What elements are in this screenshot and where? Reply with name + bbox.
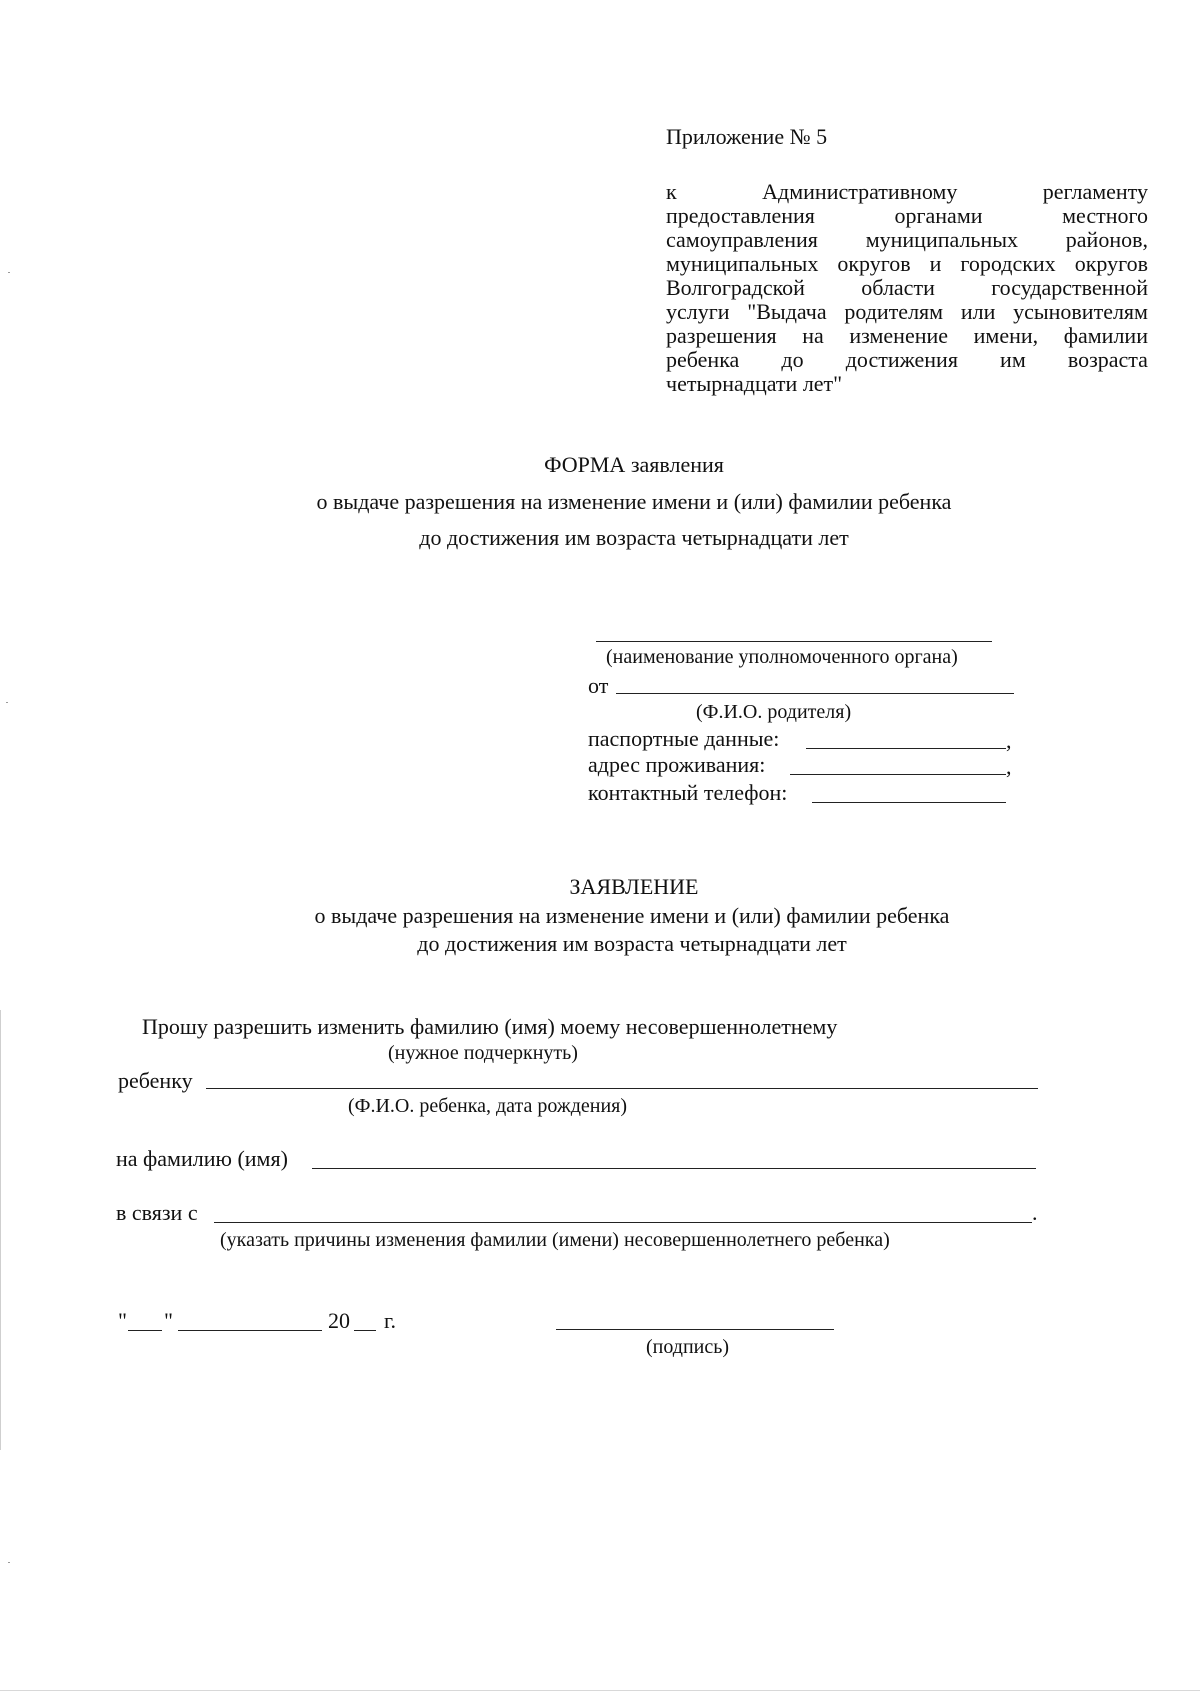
scan-left-edge bbox=[0, 1010, 1, 1450]
appendix-line bbox=[666, 324, 1148, 348]
child-field[interactable] bbox=[206, 1088, 1038, 1089]
appendix-line bbox=[666, 348, 1148, 372]
date-year-suffix: г. bbox=[384, 1308, 397, 1333]
appendix-word: возраста bbox=[1067, 347, 1148, 372]
appendix-line bbox=[666, 300, 1148, 324]
passport-comma: , bbox=[1006, 728, 1012, 753]
appendix-word: имени, bbox=[973, 323, 1039, 348]
reason-label: в связи с bbox=[116, 1200, 198, 1225]
child-hint: (Ф.И.О. ребенка, дата рождения) bbox=[348, 1095, 628, 1117]
date-year-field[interactable] bbox=[354, 1330, 376, 1331]
scan-speck bbox=[8, 1562, 10, 1563]
appendix-word: муниципальных bbox=[865, 227, 1019, 252]
appendix-word: достижения bbox=[845, 347, 958, 372]
form-heading-subtitle: о выдаче разрешения на изменение имени и (или) фамилии ребенка bbox=[316, 489, 952, 514]
appendix-word: регламенту bbox=[1042, 179, 1148, 204]
address-label: адрес проживания: bbox=[588, 752, 766, 777]
new-name-field[interactable] bbox=[312, 1168, 1036, 1169]
appendix-word: разрешения bbox=[666, 323, 777, 348]
appendix-line bbox=[666, 180, 1148, 204]
appendix-title: Приложение № 5 bbox=[666, 124, 828, 149]
signature-field[interactable] bbox=[556, 1329, 834, 1330]
appendix-word: предоставления bbox=[666, 203, 815, 228]
appendix-word: родителям bbox=[844, 299, 944, 324]
appendix-word: городских bbox=[960, 251, 1056, 276]
appendix-word: области bbox=[861, 275, 935, 300]
passport-field[interactable] bbox=[806, 748, 1006, 749]
form-heading-subtitle-2: до достижения им возраста четырнадцати лет bbox=[419, 525, 849, 550]
statement-subtitle-2: до достижения им возраста четырнадцати лет bbox=[417, 931, 847, 956]
new-name-label: на фамилию (имя) bbox=[116, 1146, 288, 1171]
appendix-word: органами bbox=[894, 203, 983, 228]
date-month-field[interactable] bbox=[178, 1330, 322, 1331]
statement-subtitle: о выдаче разрешения на изменение имени и (или) фамилии ребенка bbox=[314, 903, 950, 928]
appendix-word: или bbox=[960, 299, 996, 324]
date-quote-open: " bbox=[118, 1308, 127, 1333]
form-heading-title: ФОРМА заявления bbox=[544, 452, 724, 477]
request-text: Прошу разрешить изменить фамилию (имя) моему несовершеннолетнему bbox=[142, 1014, 838, 1039]
scan-speck bbox=[6, 702, 8, 703]
appendix-word: самоуправления bbox=[666, 227, 818, 252]
appendix-word: местного bbox=[1062, 203, 1148, 228]
appendix-line bbox=[666, 252, 1148, 276]
organ-name-field[interactable] bbox=[596, 641, 992, 642]
underline-hint: (нужное подчеркнуть) bbox=[388, 1042, 578, 1064]
appendix-word: Административному bbox=[762, 179, 958, 204]
appendix-last-line: четырнадцати лет" bbox=[666, 371, 843, 396]
phone-field[interactable] bbox=[812, 802, 1006, 803]
passport-label: паспортные данные: bbox=[588, 726, 780, 751]
from-label: от bbox=[588, 673, 609, 698]
parent-name-hint: (Ф.И.О. родителя) bbox=[696, 701, 852, 723]
appendix-word: усыновителям bbox=[1013, 299, 1148, 324]
appendix-word: услуги bbox=[666, 299, 730, 324]
reason-field[interactable] bbox=[214, 1222, 1032, 1223]
child-label: ребенку bbox=[118, 1068, 193, 1093]
date-year-prefix: 20 bbox=[328, 1308, 350, 1333]
appendix-line bbox=[666, 204, 1148, 228]
appendix-word: им bbox=[1000, 347, 1026, 372]
scan-bottom-edge bbox=[0, 1690, 1200, 1691]
appendix-word: округов bbox=[837, 251, 911, 276]
appendix-word: до bbox=[781, 347, 804, 372]
date-day-field[interactable] bbox=[128, 1330, 162, 1331]
appendix-word: муниципальных bbox=[666, 251, 819, 276]
scan-speck bbox=[8, 272, 10, 273]
appendix-word: государственной bbox=[991, 275, 1148, 300]
parent-name-field[interactable] bbox=[616, 693, 1014, 694]
reason-end: . bbox=[1032, 1200, 1038, 1225]
appendix-word: ребенка bbox=[666, 347, 740, 372]
appendix-line bbox=[666, 276, 1148, 300]
appendix-word: на bbox=[802, 323, 824, 348]
appendix-word: и bbox=[929, 251, 942, 276]
date-quote-close: " bbox=[164, 1308, 173, 1333]
phone-label: контактный телефон: bbox=[588, 780, 788, 805]
appendix-word: фамилии bbox=[1063, 323, 1148, 348]
organ-name-hint: (наименование уполномоченного органа) bbox=[606, 646, 958, 668]
appendix-word: к bbox=[666, 179, 677, 204]
address-field[interactable] bbox=[790, 774, 1006, 775]
appendix-word: районов, bbox=[1065, 227, 1148, 252]
reason-hint: (указать причины изменения фамилии (имени) несовершеннолетнего ребенка) bbox=[220, 1229, 890, 1251]
appendix-word: "Выдача bbox=[747, 299, 827, 324]
appendix-word: изменение bbox=[849, 323, 949, 348]
appendix-word: округов bbox=[1074, 251, 1148, 276]
appendix-body bbox=[666, 180, 1148, 396]
signature-hint: (подпись) bbox=[646, 1336, 730, 1358]
appendix-line bbox=[666, 228, 1148, 252]
address-comma: , bbox=[1006, 754, 1012, 779]
statement-title: ЗАЯВЛЕНИЕ bbox=[569, 874, 699, 899]
appendix-word: Волгоградской bbox=[666, 275, 805, 300]
